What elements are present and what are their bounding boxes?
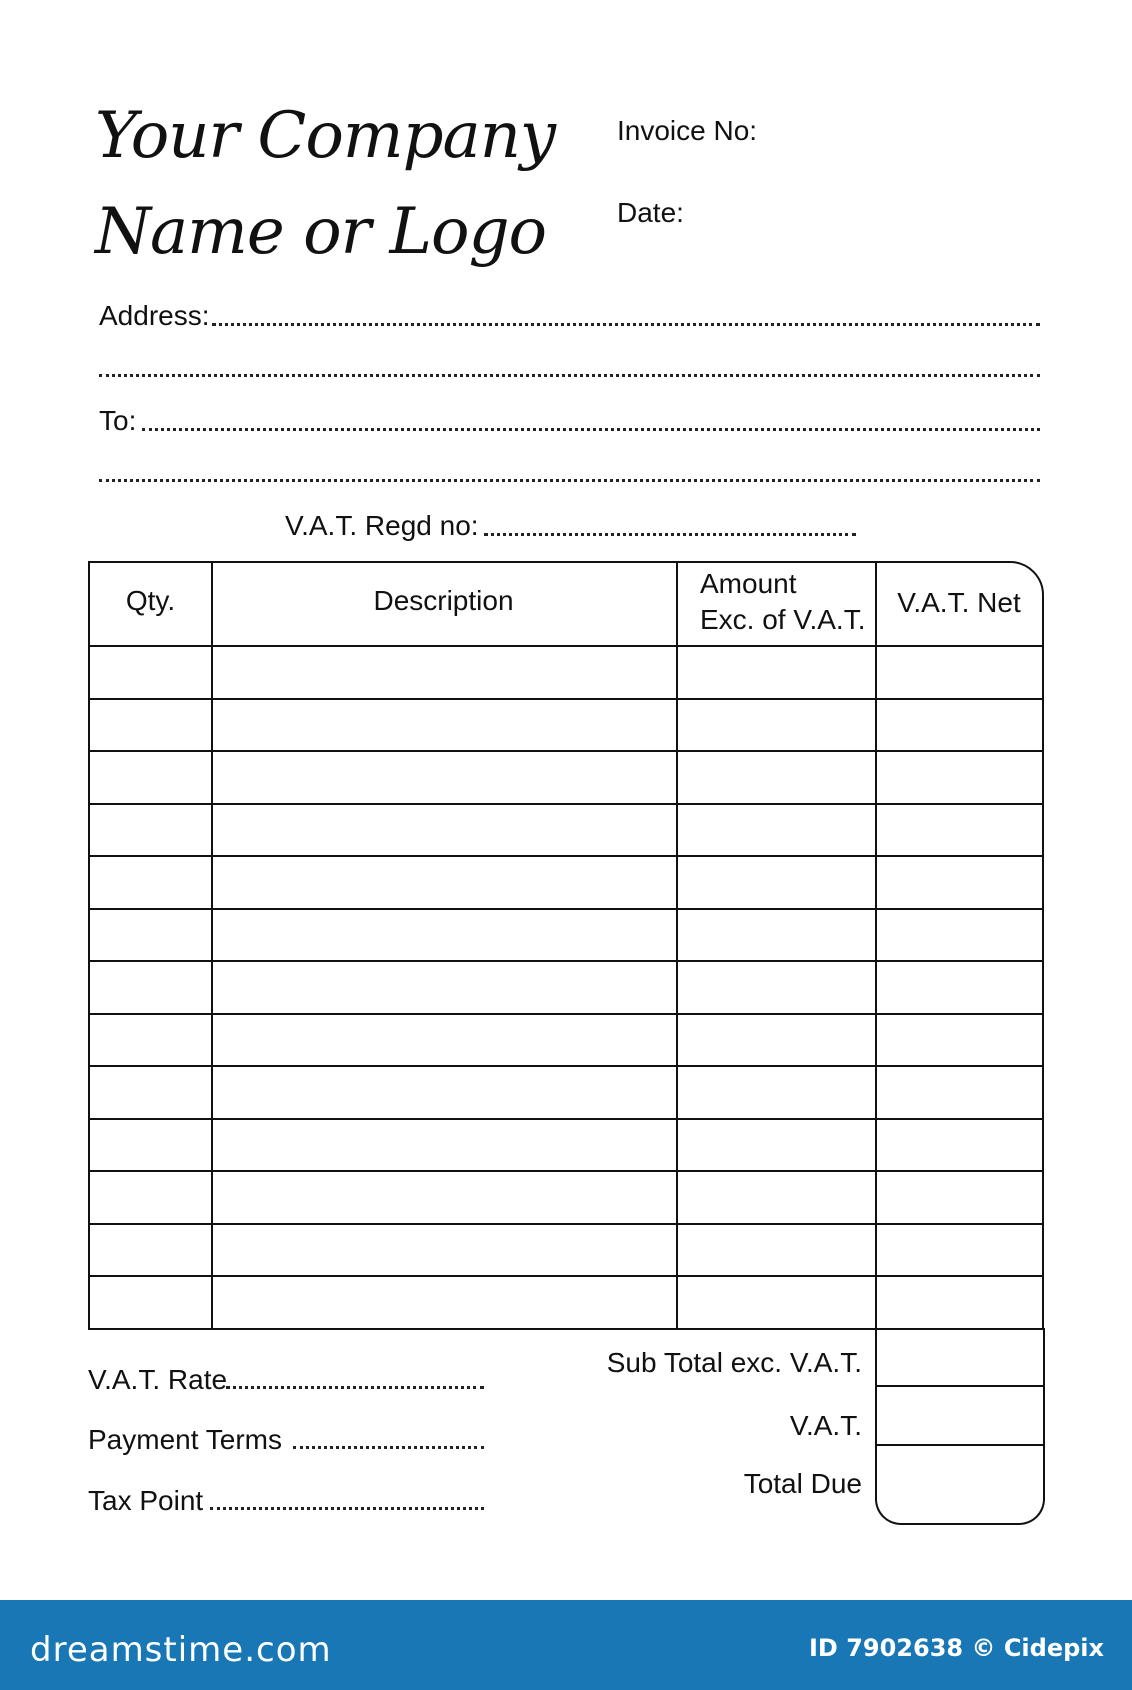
- table-row[interactable]: [90, 698, 1042, 700]
- logo-line-2: Name or Logo: [95, 195, 547, 269]
- header-divider: [90, 645, 1042, 647]
- table-row[interactable]: [90, 1013, 1042, 1015]
- address-dotted-line-2[interactable]: [99, 374, 1040, 377]
- table-row[interactable]: [90, 1170, 1042, 1172]
- header-amount-line-2: Exc. of V.A.T.: [700, 604, 866, 635]
- header-vat-net: V.A.T. Net: [897, 587, 1021, 618]
- address-label: Address:: [99, 300, 210, 331]
- stock-id-text: ID 7902638 © Cidepix: [809, 1634, 1104, 1662]
- brand-watermark: dreamstime.com: [30, 1630, 332, 1670]
- table-row[interactable]: [90, 803, 1042, 805]
- vat-total-label: V.A.T.: [789, 1410, 862, 1441]
- column-divider: [211, 563, 213, 1328]
- header-description: Description: [373, 585, 514, 616]
- header-amount-line-1: Amount: [700, 568, 797, 599]
- totals-divider: [877, 1385, 1043, 1387]
- vat-regd-dotted-line[interactable]: [484, 533, 856, 536]
- table-row[interactable]: [90, 1275, 1042, 1277]
- payment-terms-label: Payment Terms: [88, 1424, 282, 1455]
- subtotal-label: Sub Total exc. V.A.T.: [606, 1347, 862, 1378]
- company-logo-placeholder: [95, 88, 615, 280]
- table-row[interactable]: [90, 908, 1042, 910]
- total-due-label: Total Due: [743, 1468, 862, 1499]
- to-label: To:: [99, 405, 137, 436]
- column-divider: [676, 563, 678, 1328]
- payment-terms-dotted-line[interactable]: [293, 1446, 484, 1449]
- table-row[interactable]: [90, 1223, 1042, 1225]
- table-row[interactable]: [90, 960, 1042, 962]
- items-table: [88, 561, 1044, 1330]
- table-row[interactable]: [90, 855, 1042, 857]
- table-row[interactable]: [90, 750, 1042, 752]
- vat-rate-label: V.A.T. Rate: [88, 1364, 228, 1395]
- to-dotted-line-2[interactable]: [99, 479, 1040, 482]
- vat-regd-label: V.A.T. Regd no:: [285, 510, 479, 541]
- tax-point-label: Tax Point: [88, 1485, 204, 1516]
- table-row[interactable]: [90, 1118, 1042, 1120]
- invoice-number-label: Invoice No:: [617, 115, 758, 146]
- address-dotted-line[interactable]: [212, 323, 1040, 326]
- totals-box: [875, 1328, 1045, 1525]
- logo-line-1: Your Company: [95, 99, 556, 173]
- to-dotted-line[interactable]: [142, 428, 1040, 431]
- table-row[interactable]: [90, 1065, 1042, 1067]
- header-qty: Qty.: [125, 585, 176, 616]
- tax-point-dotted-line[interactable]: [210, 1507, 484, 1510]
- column-divider: [875, 563, 877, 1328]
- header-amount-exc-vat: [676, 566, 875, 638]
- totals-divider: [877, 1444, 1043, 1446]
- vat-rate-dotted-line[interactable]: [226, 1386, 484, 1389]
- date-label: Date:: [617, 197, 684, 228]
